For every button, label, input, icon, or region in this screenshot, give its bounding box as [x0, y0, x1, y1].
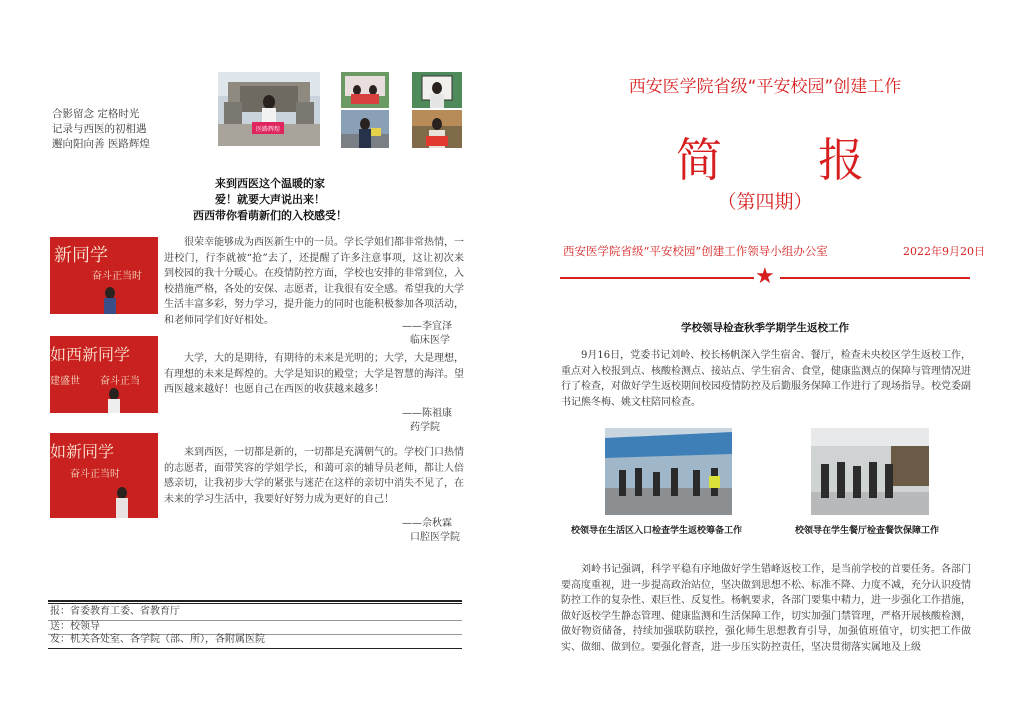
red-divider-right	[780, 277, 970, 279]
red-divider-left	[560, 277, 754, 279]
story-1-text: 很荣幸能够成为西医新生中的一员。学长学姐们都非常热情，一进校门，行李就被“抢”去了，还提醒了许多注意事项，这让初次来到校园的我十分暖心。在疫情防控方面，学校也安排的非常到位，入校措施严格，各处的安保、志愿者，让我很有安全感。希望我的大学生活丰富多彩，努力学习，提升能力的同时也能积极参加各项活动，和老师同学们好好相处。	[164, 237, 464, 326]
photo-small-1	[341, 72, 389, 108]
story-3-text: 来到西医，一切都是新的，一切都是充满朝气的。学校门口热情的志愿者，面带笑容的学姐学长，和蔼可亲的辅导员老师，都让人倍感亲切，让我初步大学的紧张与迷茫在这样的亲切中消失不见了，在未来的学习生活中，我要好好努力成为更好的自己！	[164, 447, 464, 505]
footer-rule-mid	[48, 603, 462, 604]
top-caption-line: 合影留念 定格时光	[52, 108, 140, 120]
banner-prefix-text: 如	[50, 442, 67, 461]
photo-caption-2: 校领导在学生餐厅检查餐饮保障工作	[795, 526, 940, 536]
inspection-photo-2	[811, 428, 929, 515]
top-caption-line: 记录与西医的初相遇	[52, 123, 147, 135]
group-photo	[218, 72, 320, 146]
photo-small-2	[412, 72, 462, 108]
issuing-office: 西安医学院省级“平安校园”创建工作领导小组办公室	[563, 244, 828, 258]
banner-photo-2	[50, 336, 158, 413]
story-2-text: 大学，大的是期待，有期待的未来是光明的；大学，大是理想，有理想的未来是辉煌的。大学是知识的殿堂；大学是智慧的海洋。望西医越来越好！也愿自己在西医的收获越来越多！	[164, 353, 464, 395]
top-caption-line: 邂向阳向善 医路辉煌	[52, 138, 150, 150]
photo-sign-text: 医路辉煌	[255, 126, 281, 133]
footer-line-1: 报：省委教育工委、省教育厅	[50, 606, 180, 617]
story-2-dept: 药学院	[410, 422, 440, 433]
story-1-author: ——李宜泽	[402, 321, 452, 332]
article-para-1: 9月16日，党委书记刘岭、校长杨帆深入学生宿舍、餐厅，检查未央校区学生返校工作，重点对入校报到点、核酸检测点、接站点、学生宿舍、食堂，健康监测点的保障与管理情况进行了检查，对做好学生返校期间校园疫情防控及后勤服务保障工作进行了现场指导。校党委副书记熊冬梅、姚文柱陪同检查。	[561, 350, 971, 408]
banner-photo-3	[50, 433, 158, 518]
big-title-char: 报	[818, 133, 864, 187]
banner-photo-1	[50, 237, 158, 314]
banner-sub2-text: 建盛世	[50, 376, 80, 387]
story-3-dept: 口腔医学院	[410, 532, 460, 543]
banner-prefix-text: 如西	[50, 345, 83, 364]
footer-line-3: 发：机关各处室、各学院（部、所），各附属医院	[50, 634, 265, 645]
section-title: 学校领导检查秋季学期学生返校工作	[681, 322, 849, 334]
article-para-2: 刘岭书记强调，科学平稳有序地做好学生错峰返校工作，是当前学校的首要任务。各部门要高度重视，进一步提高政治站位，坚决做到思想不松、标准不降、力度不减，充分认识疫情防控工作的复杂性、艰巨性、反复性。杨帆要求，各部门要集中精力，进一步强化工作措施，做好返校学生静态管理、健康监测和生活保障工作，切实加强门禁管理，严格开展核酸检测，做好物资储备，持续加强联防联控，强化师生思想教育引导，加强值班值守，切实把工作做实、做细、做到位。要强化督查，进一步压实防控责任，坚决贯彻落实属地及上级	[561, 564, 971, 653]
newsletter-org-title: 西安医学院省级“平安校园”创建工作	[628, 77, 902, 97]
big-title-char: 简	[676, 133, 722, 187]
left-headline	[150, 176, 390, 224]
photo-small-3	[341, 110, 389, 148]
svg-text:如新同学	[50, 442, 114, 461]
story-1-dept: 临床医学	[410, 335, 450, 346]
headline-line: 爱！就要大声说出来！	[215, 193, 325, 206]
svg-text:如西新同学	[50, 345, 130, 364]
issue-number: （第四期）	[717, 191, 813, 213]
banner-sub3-text: 奋斗正当	[100, 376, 140, 387]
top-caption	[52, 107, 150, 152]
star-icon: ★	[755, 264, 775, 289]
headline-line: 西西带你看萌新们的入校感受！	[193, 209, 347, 222]
footer-rule-top	[48, 600, 462, 602]
footer-divider	[48, 620, 462, 621]
banner-main-text: 新同学	[54, 245, 108, 266]
banner-sub-text: 奋斗正当时	[92, 271, 142, 282]
headline-line: 来到西医这个温暖的家	[215, 177, 325, 190]
footer-line-2: 送：校领导	[50, 621, 100, 632]
photo-small-4	[412, 110, 462, 148]
banner-main-text: 新同学	[82, 345, 131, 364]
story-2-author: ——陈祖康	[402, 408, 452, 419]
story-3-author: ——佘秋霖	[402, 518, 452, 529]
photo-caption-1: 校领导在生活区入口检查学生返校筹备工作	[571, 526, 743, 536]
banner-main-text: 新同学	[66, 442, 115, 461]
banner-sub-text: 奋斗正当时	[70, 469, 120, 480]
footer-rule-bottom	[48, 648, 462, 649]
issue-date: 2022年9月20日	[903, 245, 985, 258]
inspection-photo-1	[605, 428, 732, 515]
